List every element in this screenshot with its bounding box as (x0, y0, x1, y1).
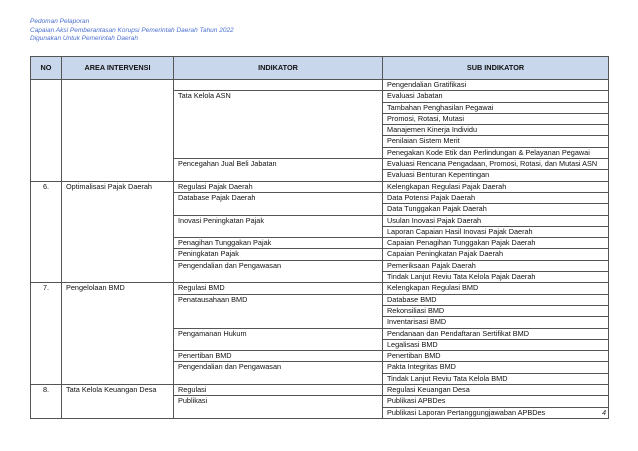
cell-sub-indikator: Legalisasi BMD (383, 339, 609, 350)
table-row (31, 181, 609, 192)
header-note: Digunakan Untuk Pemerintah Daerah (30, 35, 139, 42)
cell-sub-indikator: Kelengkapan Regulasi BMD (383, 283, 609, 294)
cell-sub-indikator: Publikasi APBDes (383, 396, 609, 407)
col-header-area: AREA INTERVENSI (62, 57, 174, 80)
cell-sub-indikator: Database BMD (383, 294, 609, 305)
cell-no (31, 80, 62, 182)
cell-area-intervensi (62, 80, 174, 182)
cell-sub-indikator: Evaluasi Rencana Pengadaan, Promosi, Rotasi, dan Mutasi ASN (383, 159, 609, 170)
cell-sub-indikator: Data Tunggakan Pajak Daerah (383, 204, 609, 215)
cell-area-intervensi: Tata Kelola Keuangan Desa (62, 385, 174, 419)
cell-no: 7. (31, 283, 62, 385)
table-body (31, 80, 609, 419)
document-header (30, 18, 234, 44)
cell-sub-indikator: Promosi, Rotasi, Mutasi (383, 113, 609, 124)
cell-indikator: Pencegahan Jual Beli Jabatan (174, 159, 383, 182)
cell-sub-indikator: Manajemen Kinerja Individu (383, 125, 609, 136)
header-subtitle: Capaian Aksi Pemberantasan Korupsi Pemerintah Daerah Tahun 2022 (30, 26, 234, 34)
cell-sub-indikator: Evaluasi Benturan Kepentingan (383, 170, 609, 181)
col-header-sub-indikator: SUB INDIKATOR (383, 57, 609, 80)
cell-indikator: Pengendalian dan Pengawasan (174, 362, 383, 385)
cell-sub-indikator: Laporan Capaian Hasil Inovasi Pajak Daerah (383, 226, 609, 237)
col-header-no: NO (31, 57, 62, 80)
cell-sub-indikator: Pemeriksaan Pajak Daerah (383, 260, 609, 271)
cell-no: 8. (31, 385, 62, 419)
cell-indikator: Peningkatan Pajak (174, 249, 383, 260)
cell-sub-indikator: Inventarisasi BMD (383, 317, 609, 328)
cell-indikator: Penagihan Tunggakan Pajak (174, 238, 383, 249)
cell-sub-indikator: Pakta Integritas BMD (383, 362, 609, 373)
cell-indikator: Penertiban BMD (174, 351, 383, 362)
cell-sub-indikator: Penegakan Kode Etik dan Perlindungan & Pelayanan Pegawai (383, 147, 609, 158)
cell-sub-indikator: Tindak Lanjut Reviu Tata Kelola BMD (383, 373, 609, 384)
cell-indikator: Database Pajak Daerah (174, 192, 383, 215)
cell-indikator: Inovasi Peningkatan Pajak (174, 215, 383, 238)
cell-indikator: Regulasi (174, 385, 383, 396)
cell-sub-indikator: Pengendalian Gratifikasi (383, 80, 609, 91)
cell-indikator: Tata Kelola ASN (174, 91, 383, 159)
header-title: Pedoman Pelaporan (30, 18, 90, 25)
cell-sub-indikator: Regulasi Keuangan Desa (383, 385, 609, 396)
cell-indikator: Pengendalian dan Pengawasan (174, 260, 383, 283)
table-row (31, 80, 609, 91)
table-row (31, 283, 609, 294)
cell-indikator (174, 80, 383, 91)
cell-indikator: Penatausahaan BMD (174, 294, 383, 328)
cell-sub-indikator: Penertiban BMD (383, 351, 609, 362)
col-header-indikator: INDIKATOR (174, 57, 383, 80)
indicator-table (30, 56, 609, 419)
cell-area-intervensi: Pengelolaan BMD (62, 283, 174, 385)
cell-sub-indikator: Penilaian Sistem Merit (383, 136, 609, 147)
cell-sub-indikator: Capaian Penagihan Tunggakan Pajak Daerah (383, 238, 609, 249)
cell-sub-indikator: Publikasi Laporan Pertanggungjawaban APBDes (383, 407, 609, 418)
table-row (31, 385, 609, 396)
cell-sub-indikator: Usulan Inovasi Pajak Daerah (383, 215, 609, 226)
cell-sub-indikator: Rekonsiliasi BMD (383, 305, 609, 316)
cell-sub-indikator: Capaian Peningkatan Pajak Daerah (383, 249, 609, 260)
cell-indikator: Publikasi (174, 396, 383, 419)
cell-sub-indikator: Evaluasi Jabatan (383, 91, 609, 102)
cell-sub-indikator: Tindak Lanjut Reviu Tata Kelola Pajak Daerah (383, 272, 609, 283)
cell-area-intervensi: Optimalisasi Pajak Daerah (62, 181, 174, 283)
cell-sub-indikator: Tambahan Penghasilan Pegawai (383, 102, 609, 113)
cell-indikator: Regulasi Pajak Daerah (174, 181, 383, 192)
cell-indikator: Pengamanan Hukum (174, 328, 383, 351)
cell-sub-indikator: Pendanaan dan Pendaftaran Sertifikat BMD (383, 328, 609, 339)
cell-sub-indikator: Data Potensi Pajak Daerah (383, 192, 609, 203)
table-header-row (31, 57, 609, 80)
cell-no: 6. (31, 181, 62, 283)
cell-sub-indikator: Kelengkapan Regulasi Pajak Daerah (383, 181, 609, 192)
cell-indikator: Regulasi BMD (174, 283, 383, 294)
page-number: 4 (602, 410, 606, 417)
